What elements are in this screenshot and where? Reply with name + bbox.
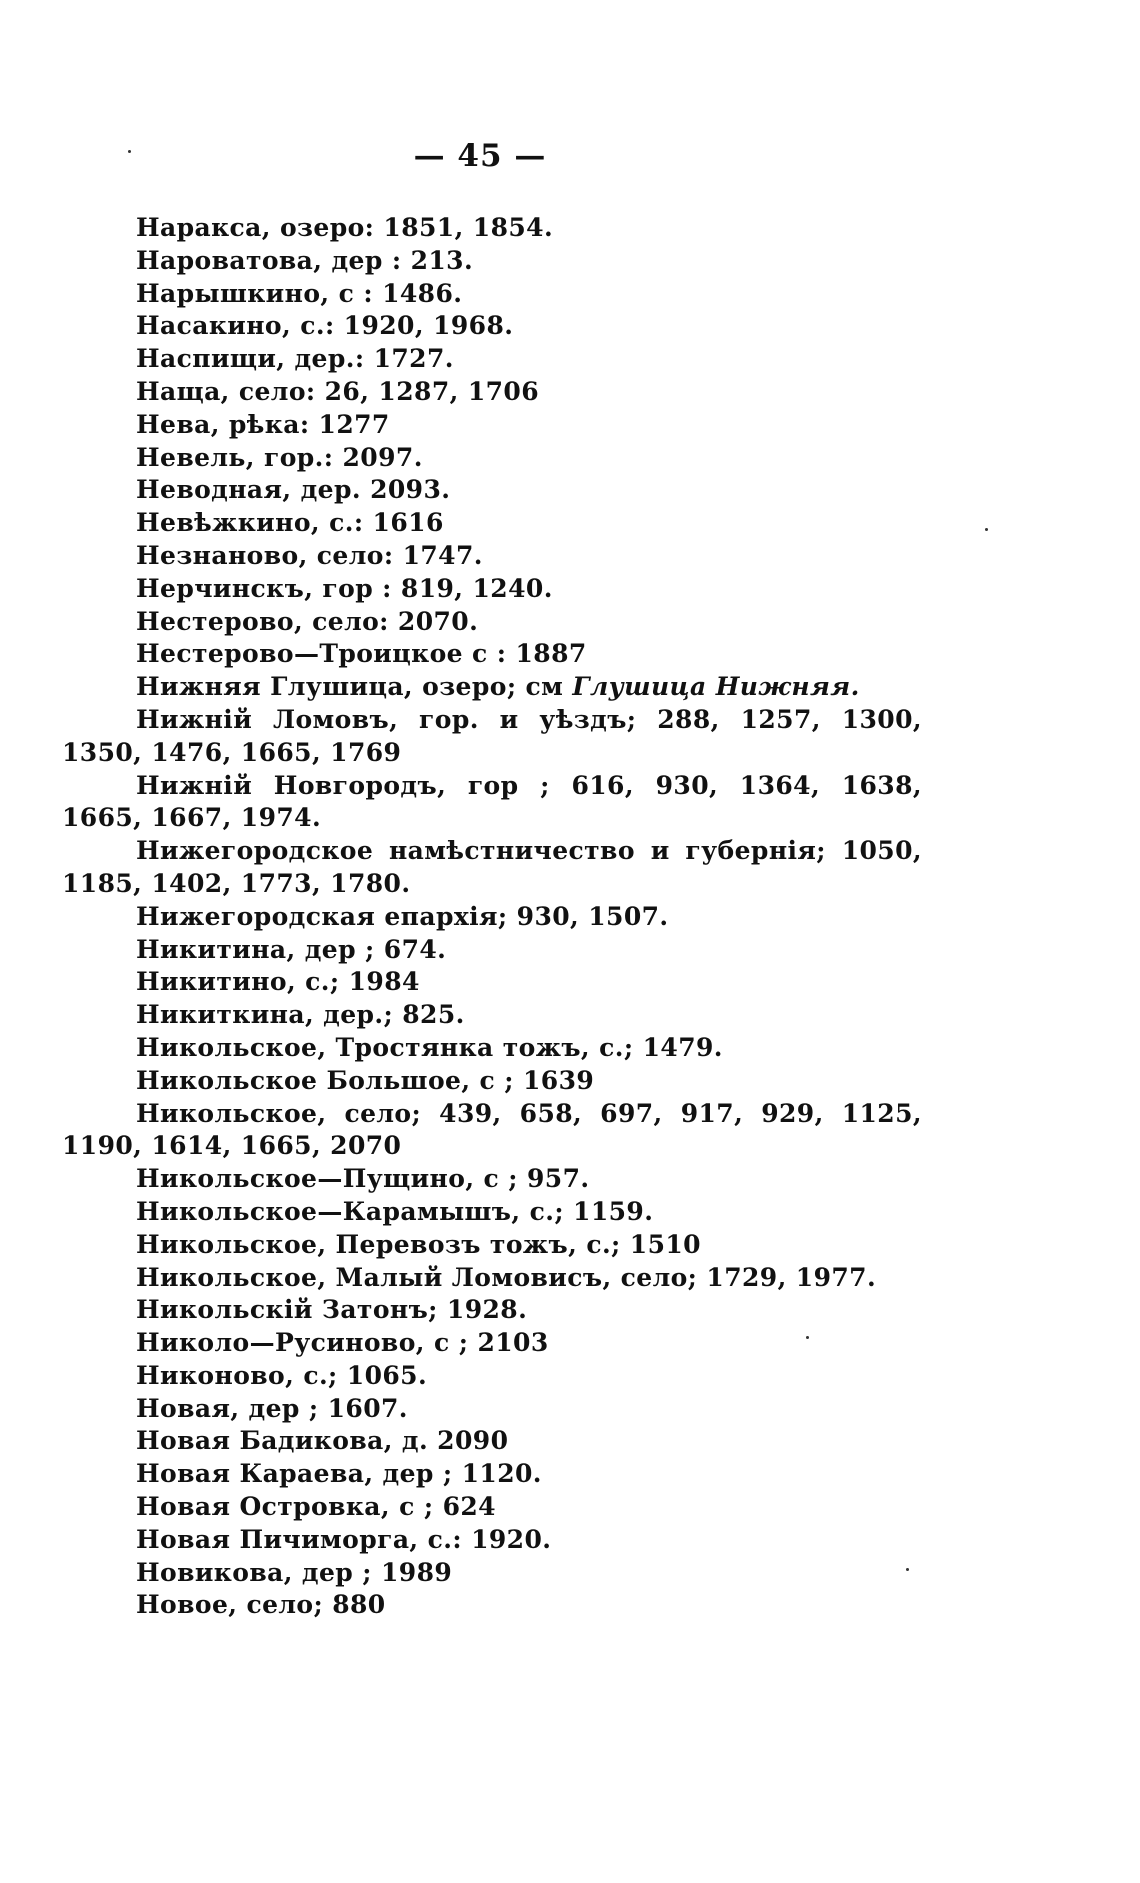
entry-text: Насакино, с.: 1920, 1968. — [136, 311, 514, 341]
entry-text: Нижній Новгородъ, гор ; 616, 930, 1364, 1638, 1665, 1667, 1974. — [62, 770, 922, 833]
entry-text: Наракса, озеро: 1851, 1854. — [136, 213, 554, 242]
entry-text: Нижегородская епархія; 930, 1507. — [136, 901, 669, 931]
index-entry — [62, 1425, 922, 1458]
index-entry — [62, 934, 922, 967]
entry-text: Нижегородское намѣстничество и губернія; 1050, 1185, 1402, 1773, 1780. — [62, 836, 922, 898]
entry-text: Нерчинскъ, гор : 819, 1240. — [136, 573, 553, 603]
index-entry — [62, 376, 922, 409]
index-entry — [62, 1032, 922, 1065]
print-speck — [906, 1568, 909, 1571]
index-entry — [62, 1229, 922, 1262]
print-speck — [985, 528, 988, 531]
entry-text: Неводная, дер. 2093. — [136, 475, 451, 505]
index-entry — [62, 1163, 922, 1196]
index-entry — [62, 1360, 922, 1393]
entry-text: Невѣжкино, с.: 1616 — [136, 508, 444, 538]
entry-text: Новая Островка, с ; 624 — [136, 1492, 496, 1522]
index-entry — [62, 1491, 922, 1524]
entry-text: Новикова, дер ; 1989 — [136, 1557, 453, 1587]
index-entry — [62, 1393, 922, 1426]
entry-text: Нева, рѣка: 1277 — [136, 409, 390, 439]
entry-text: Невель, гор.: 2097. — [136, 442, 423, 472]
index-entry — [62, 278, 922, 311]
entry-text: Нижній Ломовъ, гор. и уѣздъ; 288, 1257, 1300, 1350, 1476, 1665, 1769 — [62, 704, 922, 767]
entry-text: Нижняя Глушица, озеро; см — [136, 672, 573, 702]
index-entry — [62, 606, 922, 639]
index-entry — [62, 999, 922, 1032]
index-entry — [62, 671, 922, 704]
entry-text: Новое, село; 880 — [136, 1590, 386, 1620]
entry-text: Нестерово, село: 2070. — [136, 606, 479, 636]
index-entry — [62, 245, 922, 278]
index-entry — [62, 442, 922, 475]
index-entry — [62, 1557, 922, 1590]
entry-text: Новая, дер ; 1607. — [136, 1393, 408, 1423]
entry-text: Николо—Русиново, с ; 2103 — [136, 1328, 549, 1358]
entry-text: Новая Пичиморга, с.: 1920. — [136, 1524, 552, 1554]
entry-text: Нарышкино, с : 1486. — [136, 278, 463, 308]
index-entry — [62, 966, 922, 999]
index-entry — [62, 638, 922, 671]
index-entry — [62, 1065, 922, 1098]
index-entry — [62, 770, 922, 836]
entry-text: Никольское, Малый Ломовисъ, село; 1729, 1977. — [136, 1262, 877, 1292]
page-number: — 45 — — [413, 138, 547, 174]
index-entry — [62, 1524, 922, 1557]
print-speck — [806, 1336, 809, 1339]
index-entry — [62, 474, 922, 507]
index-entry — [62, 212, 922, 245]
index-entry — [62, 1589, 922, 1622]
index-entry — [62, 507, 922, 540]
entry-cross-reference: Глушица Нижняя. — [572, 672, 860, 702]
index-entry — [62, 540, 922, 573]
entry-text: Новая Караева, дер ; 1120. — [136, 1459, 542, 1489]
index-entry — [62, 1294, 922, 1327]
index-entry — [62, 704, 922, 770]
print-speck — [128, 150, 131, 153]
index-entry — [62, 310, 922, 343]
entry-text: Никольское, Перевозъ тожъ, с.; 1510 — [136, 1229, 701, 1259]
entry-text: Никольское, Тростянка тожъ, с.; 1479. — [136, 1032, 723, 1062]
index-entry — [62, 1262, 922, 1295]
entry-text: Никольское, село; 439, 658, 697, 917, 929, 1125, 1190, 1614, 1665, 2070 — [62, 1098, 922, 1161]
index-entry — [62, 573, 922, 606]
entry-text: Никиткина, дер.; 825. — [136, 1000, 465, 1030]
index-entry — [62, 1458, 922, 1491]
index-entry — [62, 1098, 922, 1164]
entry-text: Никольскій Затонъ; 1928. — [136, 1295, 528, 1325]
entry-text: Незнаново, село: 1747. — [136, 540, 483, 570]
index-entry-list — [62, 212, 922, 1622]
entry-text: Никитина, дер ; 674. — [136, 934, 447, 964]
entry-text: Нестерово—Троицкое с : 1887 — [136, 639, 587, 669]
index-entry — [62, 409, 922, 442]
entry-text: Никоново, с.; 1065. — [136, 1360, 428, 1390]
entry-text: Новая Бадикова, д. 2090 — [136, 1426, 509, 1456]
entry-text: Никитино, с.; 1984 — [136, 967, 420, 997]
entry-text: Наспищи, дер.: 1727. — [136, 344, 454, 374]
index-entry — [62, 1327, 922, 1360]
entry-text: Нароватова, дер : 213. — [136, 245, 474, 275]
index-entry — [62, 835, 922, 901]
entry-text: Наща, село: 26, 1287, 1706 — [136, 376, 540, 406]
entry-text: Никольское—Карамышъ, с.; 1159. — [136, 1196, 654, 1226]
index-entry — [62, 343, 922, 376]
entry-text: Никольское—Пущино, с ; 957. — [136, 1164, 590, 1194]
entry-text: Никольское Большое, с ; 1639 — [136, 1065, 595, 1095]
index-entry — [62, 1196, 922, 1229]
index-entry — [62, 901, 922, 934]
